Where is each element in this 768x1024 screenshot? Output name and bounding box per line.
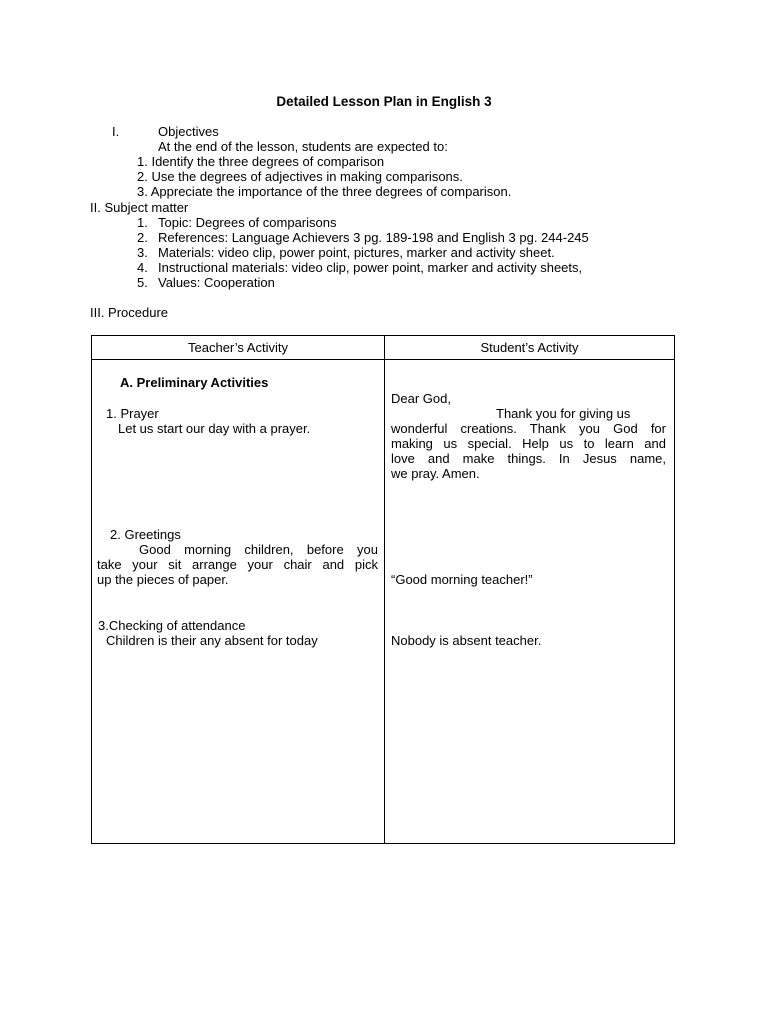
- procedure-table-row: [92, 360, 675, 844]
- greetings-instruction: [97, 542, 378, 587]
- subject-item-text: Instructional materials: video clip, power point, marker and activity sheets,: [158, 260, 583, 275]
- student-activity-header: Student’s Activity: [385, 336, 675, 360]
- prayer-response-line: making us special. Help us to learn and: [391, 436, 666, 451]
- objectives-numeral: I.: [112, 124, 120, 139]
- prayer-response-line: love and make things. In Jesus name,: [391, 451, 666, 466]
- greetings-line: take your sit arrange your chair and pick: [97, 557, 378, 572]
- prayer-response: [391, 406, 666, 481]
- attendance-instruction: Children is their any absent for today: [106, 633, 318, 648]
- subject-item-text: Materials: video clip, power point, pictures, marker and activity sheet.: [158, 245, 555, 260]
- greetings-response: “Good morning teacher!”: [391, 572, 533, 587]
- preliminary-activities-heading: A. Preliminary Activities: [120, 375, 269, 390]
- teacher-activity-cell: [92, 360, 385, 844]
- procedure-table-header: [92, 336, 675, 360]
- greetings-label: 2. Greetings: [110, 527, 181, 542]
- prayer-response-line: Thank you for giving us: [496, 406, 631, 421]
- greetings-line: Good morning children, before you: [139, 542, 378, 557]
- procedure-heading: III. Procedure: [90, 305, 169, 320]
- subject-item-number: 2.: [137, 230, 148, 245]
- subject-item-text: Topic: Degrees of comparisons: [158, 215, 337, 230]
- greetings-line: up the pieces of paper.: [97, 572, 229, 587]
- subject-item-text: References: Language Achievers 3 pg. 189-198 and English 3 pg. 244-245: [158, 230, 589, 245]
- subject-item-number: 5.: [137, 275, 148, 290]
- procedure-table: [91, 335, 675, 844]
- objectives-heading: Objectives: [158, 124, 219, 139]
- subject-matter-heading: II. Subject matter: [90, 200, 189, 215]
- prayer-response-line: we pray. Amen.: [391, 466, 480, 481]
- objective-item: 3. Appreciate the importance of the three degrees of comparison.: [137, 184, 512, 199]
- prayer-label: 1. Prayer: [106, 406, 159, 421]
- subject-item-text: Values: Cooperation: [158, 275, 275, 290]
- prayer-instruction: Let us start our day with a prayer.: [118, 421, 311, 436]
- prayer-response-salutation: Dear God,: [391, 391, 451, 406]
- student-activity-cell: [385, 360, 675, 844]
- document-title: Detailed Lesson Plan in English 3: [276, 94, 492, 109]
- attendance-label: 3.Checking of attendance: [98, 618, 246, 633]
- attendance-response: Nobody is absent teacher.: [391, 633, 542, 648]
- objectives-intro: At the end of the lesson, students are expected to:: [158, 139, 448, 154]
- subject-item-number: 1.: [137, 215, 148, 230]
- prayer-response-line: wonderful creations. Thank you God for: [391, 421, 666, 436]
- objective-item: 1. Identify the three degrees of comparison: [137, 154, 385, 169]
- objective-item: 2. Use the degrees of adjectives in making comparisons.: [137, 169, 463, 184]
- subject-item-number: 3.: [137, 245, 148, 260]
- teacher-activity-header: Teacher’s Activity: [92, 336, 385, 360]
- subject-item-number: 4.: [137, 260, 148, 275]
